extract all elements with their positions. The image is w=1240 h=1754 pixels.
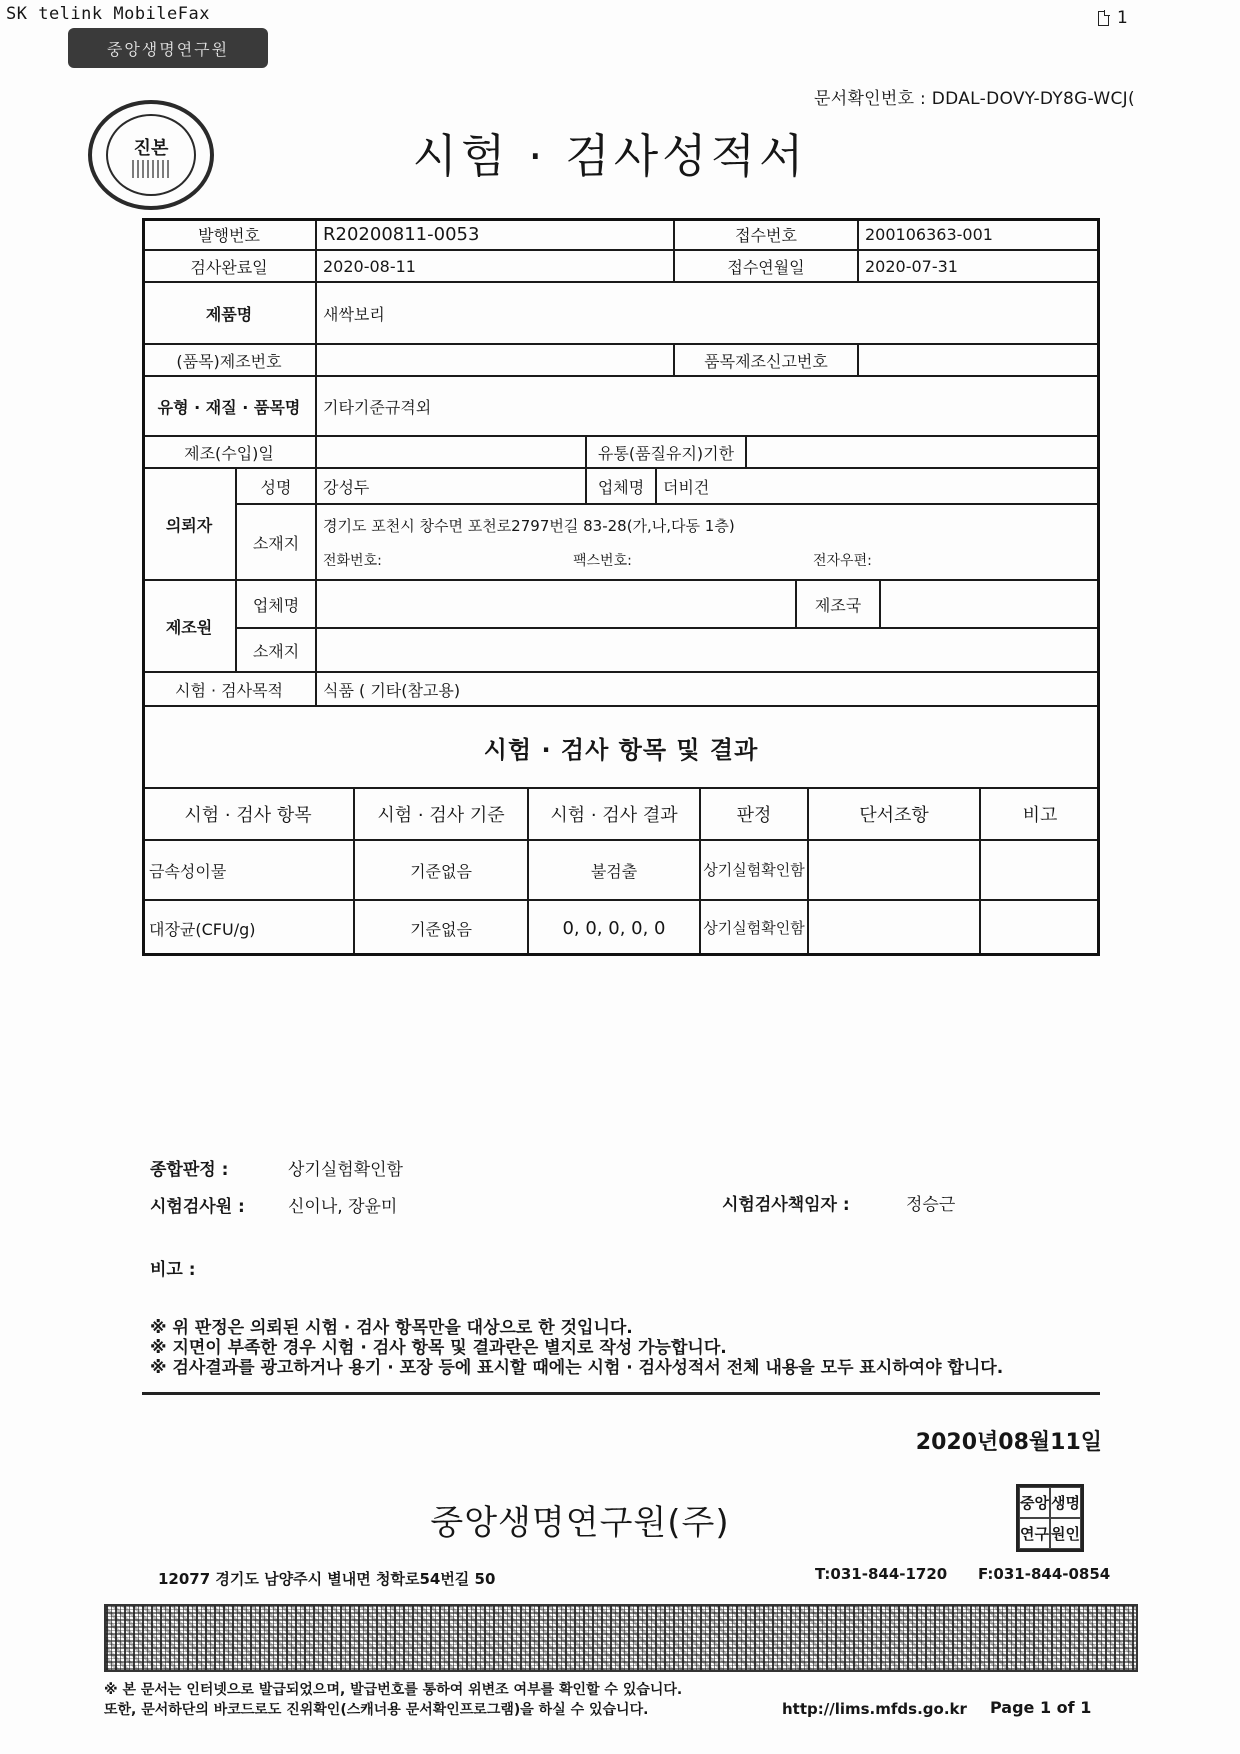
seal-character: 원인 <box>1050 1518 1081 1549</box>
country-label: 제조국 <box>796 580 880 628</box>
client-name-label: 성명 <box>236 468 316 504</box>
sender-banner: 중앙생명연구원 <box>68 28 268 68</box>
column-header-standard: 시험 · 검사 기준 <box>354 788 528 840</box>
result-standard-cell: 기준없음 <box>354 840 528 900</box>
inspectors-value: 신이나, 장윤미 <box>288 1197 398 1217</box>
issue-number-value: R20200811-0053 <box>316 218 674 250</box>
overall-judgement-value: 상기실험확인함 <box>288 1160 403 1180</box>
purpose-value: 식품 ( 기타(참고용) <box>316 672 1100 706</box>
completion-date-label: 검사완료일 <box>142 250 316 282</box>
client-contact-row <box>323 550 1093 570</box>
receipt-date-value: 2020-07-31 <box>858 250 1100 282</box>
phone-label: 전화번호: <box>323 552 382 569</box>
maker-company-label: 업체명 <box>236 580 316 628</box>
seal-character: 연구 <box>1019 1518 1050 1549</box>
type-value: 기타기준규격외 <box>316 376 1100 436</box>
fax-header: SK telink MobileFax <box>6 4 210 24</box>
receipt-number-label: 접수번호 <box>674 218 858 250</box>
client-company-label: 업체명 <box>586 468 656 504</box>
notes-list <box>150 1318 1003 1378</box>
client-address-value: 경기도 포천시 창수면 포천로2797번길 83-28(가,나,다동 1층) <box>323 516 735 535</box>
divider <box>142 1392 1100 1395</box>
verification-barcode <box>104 1604 1138 1672</box>
email-label: 전자우편: <box>813 552 872 569</box>
column-header-judgement: 판정 <box>700 788 808 840</box>
result-judgement-cell: 상기실험확인함 <box>700 840 808 900</box>
organization-fax: F:031-844-0854 <box>978 1565 1111 1583</box>
client-address-label: 소재지 <box>236 504 316 580</box>
result-proviso-cell <box>808 900 980 956</box>
maker-address-label: 소재지 <box>236 628 316 672</box>
column-header-proviso: 단서조항 <box>808 788 980 840</box>
product-name-value: 새싹보리 <box>316 282 1100 344</box>
organization-name: 중앙생명연구원(주) <box>430 1503 730 1543</box>
client-company-value: 더비건 <box>656 468 1100 504</box>
receipt-date-label: 접수연월일 <box>674 250 858 282</box>
product-name-label: 제품명 <box>142 282 316 344</box>
organization-telephone: T:031-844-1720 <box>815 1565 948 1583</box>
maker-label: 제조원 <box>142 580 236 672</box>
result-value-cell: 불검출 <box>528 840 700 900</box>
column-header-item: 시험 · 검사 항목 <box>142 788 354 840</box>
organization-address: 12077 경기도 남양주시 별내면 청학로54번길 50 <box>158 1570 496 1588</box>
expiry-value <box>746 436 1100 468</box>
completion-date-value: 2020-08-11 <box>316 250 674 282</box>
manufacturing-date-value <box>316 436 586 468</box>
results-heading: 시험 · 검사 항목 및 결과 <box>142 706 1100 788</box>
manufacturing-number-value <box>316 344 674 376</box>
client-label: 의뢰자 <box>142 468 236 580</box>
seal-code-dots <box>132 160 172 178</box>
verification-url-link[interactable]: http://lims.mfds.go.kr <box>782 1700 967 1718</box>
document-confirmation-number: 문서확인번호 : DDAL-DOVY-DY8G-WCJ( <box>814 89 1135 109</box>
result-item-cell: 대장균(CFU/g) <box>142 900 354 956</box>
manager-value: 정승근 <box>906 1195 956 1215</box>
purpose-label: 시험 · 검사목적 <box>142 672 316 706</box>
result-remarks-cell <box>980 840 1100 900</box>
remarks-label: 비고 : <box>150 1260 196 1280</box>
authenticity-seal <box>88 100 214 210</box>
column-header-result: 시험 · 검사 결과 <box>528 788 700 840</box>
column-header-remarks: 비고 <box>980 788 1100 840</box>
result-value-cell: 0, 0, 0, 0, 0 <box>528 900 700 956</box>
note-line: ※ 지면이 부족한 경우 시험 · 검사 항목 및 결과란은 별지로 작성 가능합니다. <box>150 1338 727 1358</box>
manufacturing-number-label: (품목)제조번호 <box>142 344 316 376</box>
footer-note <box>104 1680 682 1720</box>
document-icon <box>1098 11 1109 26</box>
fax-number-label: 팩스번호: <box>573 552 632 569</box>
official-seal <box>1016 1484 1084 1552</box>
receipt-number-value: 200106363-001 <box>858 218 1100 250</box>
document-title: 시험 · 검사성적서 <box>412 129 808 183</box>
result-proviso-cell <box>808 840 980 900</box>
manufacturing-date-label: 제조(수입)일 <box>142 436 316 468</box>
issue-date: 2020년08월11일 <box>915 1430 1102 1455</box>
result-standard-cell: 기준없음 <box>354 900 528 956</box>
result-remarks-cell <box>980 900 1100 956</box>
page-indicator <box>1098 8 1128 28</box>
note-line: ※ 검사결과를 광고하거나 용기 · 포장 등에 표시할 때에는 시험 · 검사성적서 전체 내용을 모두 표시하여야 합니다. <box>150 1358 1004 1378</box>
maker-address-value <box>316 628 1100 672</box>
product-report-number-label: 품목제조신고번호 <box>674 344 858 376</box>
overall-judgement-label: 종합판정 : <box>150 1160 229 1180</box>
client-address-block <box>316 504 1100 580</box>
page-count: Page 1 of 1 <box>990 1698 1092 1717</box>
expiry-label: 유통(품질유지)기한 <box>586 436 746 468</box>
seal-character: 중앙 <box>1019 1487 1050 1518</box>
footer-line: 또한, 문서하단의 바코드로도 진위확인(스캐너용 문서확인프로그램)을 하실 수 있습니다. <box>104 1702 649 1718</box>
product-report-number-value <box>858 344 1100 376</box>
type-label: 유형 · 재질 · 품목명 <box>142 376 316 436</box>
manager-label: 시험검사책임자 : <box>722 1195 850 1215</box>
inspectors-label: 시험검사원 : <box>150 1197 245 1217</box>
country-value <box>880 580 1100 628</box>
result-item-cell: 금속성이물 <box>142 840 354 900</box>
issue-number-label: 발행번호 <box>142 218 316 250</box>
page-number: 1 <box>1117 8 1128 28</box>
note-line: ※ 위 판정은 의뢰된 시험 · 검사 항목만을 대상으로 한 것입니다. <box>150 1318 633 1338</box>
footer-line: ※ 본 문서는 인터넷으로 발급되었으며, 발급번호를 통하여 위변조 여부를 확인할 수 있습니다. <box>104 1682 683 1698</box>
client-name-value: 강성두 <box>316 468 586 504</box>
seal-center-text: 진본 <box>133 138 169 159</box>
result-judgement-cell: 상기실험확인함 <box>700 900 808 956</box>
seal-character: 생명 <box>1050 1487 1081 1518</box>
maker-company-value <box>316 580 796 628</box>
